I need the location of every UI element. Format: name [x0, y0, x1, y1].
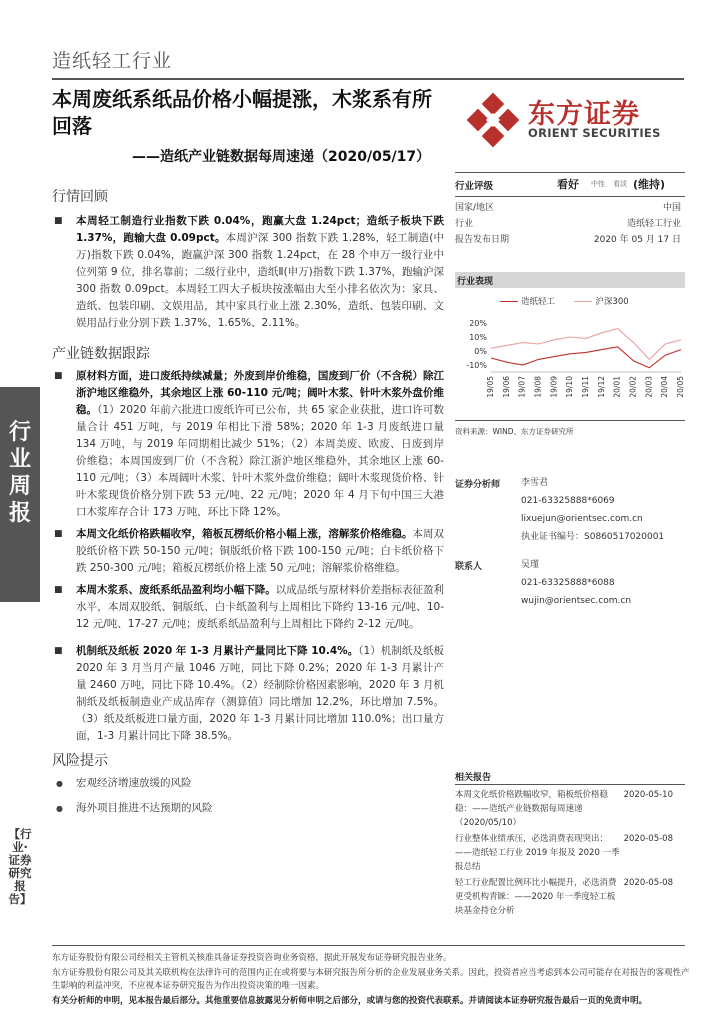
risk-list: [52, 775, 444, 817]
industry-title: 造纸轻工行业: [52, 50, 173, 72]
analyst-name: 李雪君: [521, 478, 549, 488]
y-tick-label: 20%: [469, 319, 487, 328]
y-tick-label: -10%: [466, 361, 487, 370]
market-bullets: [52, 213, 444, 332]
x-tick-label: 19/09: [549, 376, 559, 398]
logo-text-en: ORIENT SECURITIES: [528, 126, 661, 140]
legend-swatch: [574, 301, 592, 302]
section-heading-chain: 产业链数据跟踪: [52, 346, 150, 362]
x-tick-label: 20/04: [660, 376, 670, 398]
disclaimer-line: 东方证券股份有限公司经相关主管机关核准具备证券投资咨询业务资格，据此开展发布证券研究报告业务。: [52, 953, 452, 963]
y-tick-label: 0%: [474, 347, 487, 356]
series-line-paper-light-industry: [491, 347, 681, 368]
report-subtitle: ——造纸产业链数据每周速递（2020/05/17）: [132, 149, 431, 165]
bullet-body: 本周双胶纸价格下跌 50-150 元/吨；铜版纸价格下跌 100-150 元/吨；白卡纸价格下跌 250-300 元/吨；箱板瓦楞纸价格上涨 50 元/吨；溶解浆价格维稳。: [76, 528, 444, 574]
x-tick-label: 19/08: [533, 376, 543, 398]
disclaimer-line: 东方证券股份有限公司及其关联机构在法律许可的范围内正在或将要与本研究报告所分析的企业发展业务关系。因此，投资者应当考虑到本公司可能存在对报告的客观性产生影响的利益冲突，不应视本证券研究报告为作出投资决策的唯一因素。: [52, 968, 690, 991]
contact-phone: 021-63325888*6088: [521, 578, 615, 588]
related-report-date: 2020-05-08: [623, 834, 673, 844]
x-tick-label: 20/05: [676, 376, 685, 398]
info-row: [455, 199, 685, 213]
related-report[interactable]: [455, 876, 685, 918]
x-tick-label: 19/11: [581, 376, 590, 398]
info-row: [455, 215, 685, 229]
info-row: [455, 231, 685, 245]
contact-name: 吴瑾: [521, 560, 540, 570]
list-item: [52, 368, 444, 521]
related-report-date: 2020-05-08: [623, 878, 673, 888]
bullet-body: （1）2020 年前六批进口废纸许可已公布，共 65 家企业获批，进口许可数量合计 451 万吨，与 2019 年相比下滑 58%；2020 年 1-3 月废纸进口量 134 万吨，与 2019 年同期相比减少 51%；（2）本周美废、欧废、日废到岸价维稳；本周国废到厂价（不含税）除江浙沪地区维稳外，其余地区上涨 60-110 元/吨；（3）本周阔叶木浆、针叶木浆外盘价维稳；阔叶木浆现货价格、针叶木浆现货价格分别下跌 53 元/吨、22 元/吨；2020 年 4 月下旬中国三大港口木浆库存合计 173 万吨，环比下降 12%。: [76, 404, 444, 518]
contact-email: wujin@orientsec.com.cn: [521, 596, 632, 606]
rating-option-positive: 看好: [557, 178, 579, 191]
x-tick-label: 19/06: [501, 376, 511, 398]
x-tick-label: 20/02: [628, 376, 638, 398]
bullet-body: 本周沪深 300 指数下跌 1.28%，轻工制造(中万)指数下跌 0.04%，跑赢沪深 300 指数 1.24pct，在 28 个申万一级行业中位列第 9 位，排名靠前；二级行业中，造纸Ⅱ(申万)指数下跌 1.37%，跑输沪深 300 指数 0.09pct。本周轻工四大子板块按涨幅由大至小排名依次为：家具、造纸、包装印刷、文娱用品，其中家具行业上涨 2.30%，造纸、包装印刷、文娱用品行业分别下跌 1.37%、1.65%、2.11%。: [76, 232, 445, 329]
list-item: [52, 213, 444, 332]
orient-securities-logo: [466, 92, 686, 148]
contact-label: 联系人: [455, 562, 483, 572]
disclaimer-line: 有关分析师的申明，见本报告最后部分。其他重要信息披露见分析师申明之后部分，或请与您的投资代表联系。并请阅读本证券研究报告最后一页的免责申明。: [52, 996, 648, 1006]
x-tick-label: 19/12: [596, 376, 606, 398]
related-report[interactable]: [455, 832, 685, 874]
industry-performance-chart: [455, 310, 685, 415]
logo-mark-icon: [466, 92, 522, 148]
rating-option-negative: 看淡: [613, 180, 627, 188]
bullet-body: （1）机制纸及纸板 2020 年 3 月当月产量 1046 万吨，同比下降 0.2%；2020 年 1-3 月累计产量 2460 万吨，同比下降 10.4%。（2）经制除价格因素影响，2020 年 3 月机制纸及纸板制造业产成品库存（测算值）同比增加 12.2%，环比增加 7.5%。（3）纸及纸板进口量方面，2020 年 1-3 月累计同比增加 110.0%；出口量方面，1-3 月累计同比下降 38.5%。: [76, 645, 444, 742]
info-value: 中国: [662, 203, 681, 213]
section-heading-market: 行情回顾: [52, 189, 108, 205]
analyst-phone: 021-63325888*6069: [521, 496, 615, 506]
info-value: 造纸轻工行业: [626, 219, 681, 229]
rating-option-neutral: 中性: [591, 180, 605, 188]
side-tab-char: 行: [8, 420, 31, 445]
related-report-title[interactable]: 轻工行业配置比例环比小幅提升，必选消费更受机构青睐：——2020 年一季度轻工板块基金持仓分析: [455, 878, 617, 916]
rating-line: [455, 176, 685, 194]
info-key: 国家/地区: [455, 203, 495, 213]
top-rule: [52, 78, 684, 80]
list-item: ● 海外项目推进不达预期的风险: [52, 800, 444, 817]
related-report-date: 2020-05-10: [623, 790, 673, 800]
list-item: [52, 582, 444, 633]
analyst-block: [455, 474, 685, 544]
bullet-lead: 机制纸及纸板 2020 年 1-3 月累计产量同比下降 10.4%。: [76, 645, 359, 657]
analyst-label: 证券分析师: [455, 480, 501, 490]
rule: [455, 784, 685, 785]
legend-swatch: [500, 301, 518, 302]
side-tab-char: 业: [8, 447, 31, 472]
list-item: ● 宏观经济增速放缓的风险: [52, 775, 444, 792]
info-key: 报告发布日期: [455, 235, 510, 245]
side-tab: [0, 387, 40, 602]
x-tick-label: 20/03: [644, 376, 654, 398]
x-tick-label: 20/01: [612, 376, 622, 398]
report-title: 本周废纸系纸品价格小幅提涨，木浆系有所回落: [52, 87, 432, 138]
info-key: 行业: [455, 219, 474, 229]
related-report[interactable]: [455, 788, 685, 830]
related-heading: 相关报告: [455, 773, 492, 783]
series-line-csi300: [491, 329, 681, 360]
list-item: [52, 526, 444, 577]
side-tab-char: 报: [8, 501, 31, 526]
analyst-license: 执业证书编号：S0860517020001: [521, 532, 665, 542]
section-heading-risk: 风险提示: [52, 753, 108, 769]
rule: [455, 196, 685, 197]
x-tick-label: 19/10: [565, 376, 575, 398]
rating-option-maintain: (维持): [633, 178, 666, 191]
chain-bullets: [52, 368, 444, 745]
chart-legend: [500, 295, 629, 307]
list-item: [52, 643, 444, 745]
contact-block: [455, 556, 685, 606]
side-vertical-label: 【行业·证券研究报告】: [8, 827, 32, 906]
bullet-lead: 本周轻工制造行业指数下跌 0.04%，跑赢大盘 1.24pct；造纸子板块下跌 1.37%，跑输大盘 0.09pct。: [76, 215, 444, 244]
bullet-lead: 本周木浆系、废纸系纸品盈利均小幅下降。: [76, 584, 276, 596]
x-tick-label: 19/05: [486, 376, 495, 398]
analyst-email: lixuejun@orientsec.com.cn: [521, 514, 643, 524]
rule: [455, 420, 685, 421]
rating-label: 行业评级: [455, 181, 494, 192]
bullet-lead: 原材料方面，进口废纸持续减量；外废到岸价维稳，国废到厂价（不含税）除江浙沪地区维稳外，其余地区上涨 60-110 元/吨；阔叶木浆、针叶木浆外盘价维稳。: [76, 370, 444, 416]
bullet-body: 以成品纸与原材料价差指标表征盈利水平，本周双胶纸、铜版纸、白卡纸盈利与上周相比下降约 13-16 元/吨、10-12 元/吨、17-27 元/吨；废纸系纸品盈利与上周相比下降约 2-12 元/吨。: [76, 584, 445, 630]
side-tab-char: 周: [8, 474, 31, 499]
y-tick-label: 10%: [469, 333, 487, 342]
info-value: 2020 年 05 月 17 日: [593, 235, 681, 245]
trend-heading: 行业表现: [455, 272, 685, 288]
logo-text-cn: 东方证券: [528, 99, 640, 130]
rule: [455, 172, 685, 173]
legend-label: 沪深300: [595, 297, 629, 307]
related-report-title[interactable]: 行业整体业绩承压，必选消费表现突出：——造纸轻工行业 2019 年报及 2020 一季报总结: [455, 834, 620, 872]
footer-rule: [52, 945, 685, 946]
legend-label: 造纸轻工: [521, 297, 556, 307]
x-tick-label: 19/07: [517, 376, 527, 398]
chart-source: 资料来源：WIND、东方证券研究所: [455, 427, 574, 436]
related-report-title[interactable]: 本周文化纸价格跌幅收窄，箱板纸价格稳稳：——造纸产业链数据每周速递（2020/05/10）: [455, 790, 609, 828]
bullet-lead: 本周文化纸价格跌幅收窄，箱板瓦楞纸价格小幅上涨，溶解浆价格维稳。: [76, 528, 413, 540]
